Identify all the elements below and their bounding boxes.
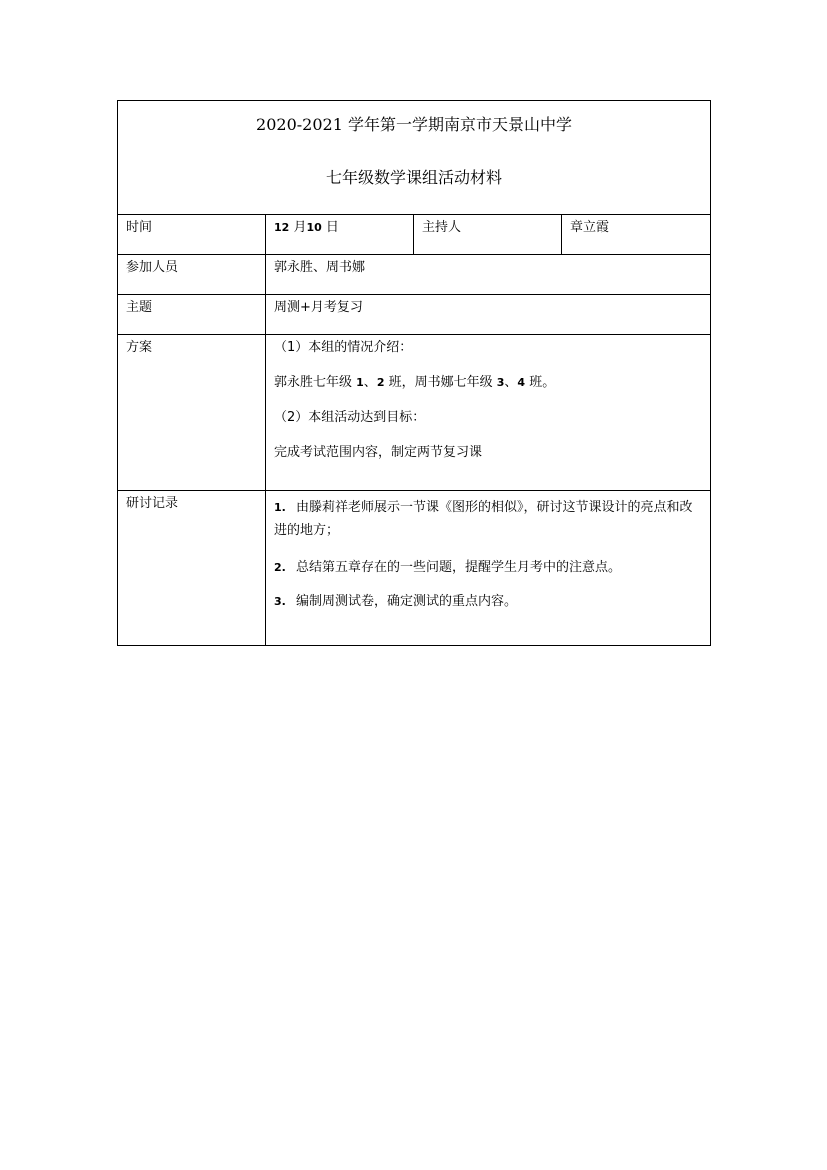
plan-line-2: 郭永胜七年级 1、2 班，周书娜七年级 3、4 班。 (274, 374, 556, 390)
time-month-number: 12 (274, 221, 290, 234)
host-value: 章立霞 (562, 215, 711, 255)
record-item: 3. 编制周测试卷，确定测试的重点内容。 (274, 593, 518, 609)
time-day-char: 日 (325, 220, 339, 235)
record-item: 2. 总结第五章存在的一些问题，提醒学生月考中的注意点。 (274, 560, 622, 575)
plan-content (266, 335, 711, 491)
time-label: 时间 (118, 215, 266, 255)
plan-line-3: （2）本组活动达到目标： (274, 409, 426, 425)
time-value (266, 215, 414, 255)
topic-label: 主题 (118, 295, 266, 335)
activity-record-table (117, 100, 711, 646)
title-cell (118, 101, 711, 215)
participants-value: 郭永胜、周书娜 (266, 255, 711, 295)
record-label: 研讨记录 (118, 491, 266, 646)
time-month-char: 月 (293, 220, 307, 235)
time-day-number: 10 (306, 221, 322, 234)
document-subtitle: 七年级数学课组活动材料 (325, 167, 502, 187)
record-content (266, 491, 711, 646)
record-item: 1. 由滕莉祥老师展示一节课《图形的相似》，研讨这节课设计的亮点和改进的地方； (274, 500, 693, 538)
plan-line-1: （1）本组的情况介绍： (274, 340, 413, 355)
plan-label: 方案 (118, 335, 266, 491)
host-label: 主持人 (414, 215, 562, 255)
topic-value: 周测+月考复习 (266, 295, 711, 335)
plan-line-4: 完成考试范围内容，制定两节复习课 (274, 444, 483, 460)
participants-label: 参加人员 (118, 255, 266, 295)
document-title: 2020-2021 学年第一学期南京市天景山中学 (256, 115, 572, 134)
